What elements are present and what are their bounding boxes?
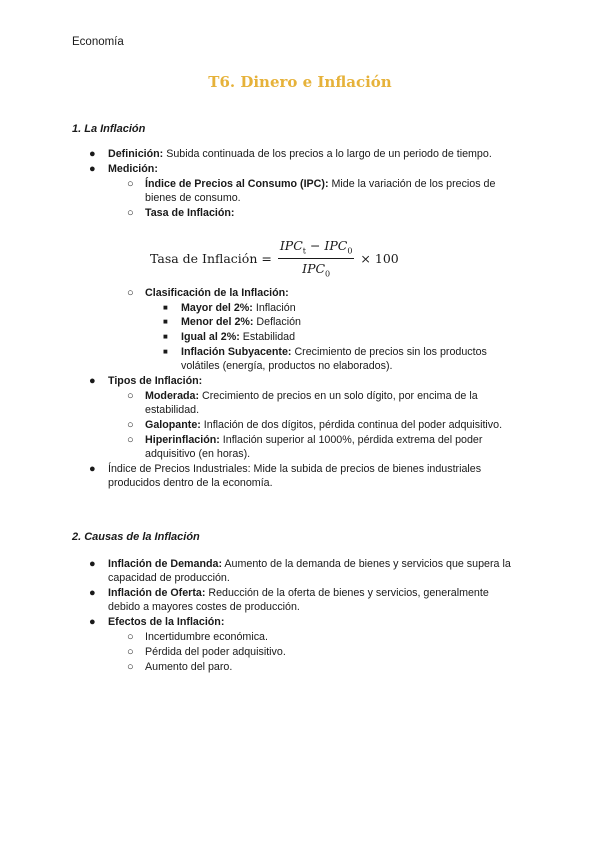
efectos-item: Efectos de la Inflación:	[108, 616, 225, 628]
square-bullet-icon: ■	[163, 347, 168, 356]
ipc-item-cont: bienes de consumo.	[145, 192, 241, 204]
formula-times: × 100	[360, 250, 399, 266]
tipos-item: Tipos de Inflación:	[108, 375, 203, 387]
menor-item: Menor del 2%: Deflación	[181, 316, 301, 328]
bullet-icon: ●	[89, 463, 96, 475]
page-header: Economía	[72, 36, 124, 48]
ipi-item-cont: producidos dentro de la economía.	[108, 477, 273, 489]
inflation-formula	[150, 238, 399, 278]
clasificacion-item: Clasificación de la Inflación:	[145, 287, 289, 299]
circle-bullet-icon: ○	[127, 287, 134, 299]
ipi-item: Índice de Precios Industriales: Mide la subida de precios de bienes industriales	[108, 463, 482, 475]
galopante-item: Galopante: Inflación de dos dígitos, pérdida continua del poder adquisitivo.	[145, 419, 503, 431]
circle-bullet-icon: ○	[127, 419, 134, 431]
subyacente-item: Inflación Subyacente: Crecimiento de precios sin los productos	[181, 346, 487, 358]
medicion-item: Medición:	[108, 163, 158, 175]
demanda-item-cont: capacidad de producción.	[108, 572, 230, 584]
bullet-icon: ●	[89, 163, 96, 175]
oferta-item: Inflación de Oferta: Reducción de la oferta de bienes y servicios, generalmente	[108, 587, 489, 599]
circle-bullet-icon: ○	[127, 434, 134, 446]
document-title: T6. Dinero e Inflación	[208, 73, 392, 91]
bullet-icon: ●	[89, 616, 96, 628]
square-bullet-icon: ■	[163, 303, 168, 312]
circle-bullet-icon: ○	[127, 646, 134, 658]
circle-bullet-icon: ○	[127, 207, 134, 219]
efecto-1: Incertidumbre económica.	[145, 631, 268, 643]
formula-numerator: $IPC_t - IPC_0$	[278, 238, 355, 259]
ipc-item: Índice de Precios al Consumo (IPC): Mide la variación de los precios de	[145, 178, 496, 190]
moderada-item: Moderada: Crecimiento de precios en un solo dígito, por encima de la	[145, 390, 478, 402]
circle-bullet-icon: ○	[127, 661, 134, 673]
bullet-icon: ●	[89, 375, 96, 387]
tasa-item: Tasa de Inflación:	[145, 207, 235, 219]
moderada-item-cont: estabilidad.	[145, 404, 200, 416]
square-bullet-icon: ■	[163, 332, 168, 341]
circle-bullet-icon: ○	[127, 178, 134, 190]
subyacente-item-cont: volátiles (energía, productos no elaborados).	[181, 360, 393, 372]
formula-fraction	[278, 238, 355, 278]
section-2-heading: 2. Causas de la Inflación	[72, 531, 200, 543]
bullet-icon: ●	[89, 558, 96, 570]
mayor-item: Mayor del 2%: Inflación	[181, 302, 296, 314]
square-bullet-icon: ■	[163, 317, 168, 326]
hiper-item: Hiperinflación: Inflación superior al 1000%, pérdida extrema del poder	[145, 434, 483, 446]
circle-bullet-icon: ○	[127, 390, 134, 402]
hiper-item-cont: adquisitivo (en horas).	[145, 448, 251, 460]
formula-lhs: Tasa de Inflación =	[150, 250, 272, 266]
formula-denominator: $IPC_0$	[302, 260, 331, 278]
demanda-item: Inflación de Demanda: Aumento de la demanda de bienes y servicios que supera la	[108, 558, 511, 570]
efecto-3: Aumento del paro.	[145, 661, 233, 673]
circle-bullet-icon: ○	[127, 631, 134, 643]
bullet-icon: ●	[89, 148, 96, 160]
bullet-icon: ●	[89, 587, 96, 599]
efecto-2: Pérdida del poder adquisitivo.	[145, 646, 286, 658]
oferta-item-cont: debido a mayores costes de producción.	[108, 601, 300, 613]
igual-item: Igual al 2%: Estabilidad	[181, 331, 296, 343]
definicion-item: Definición: Subida continuada de los precios a lo largo de un periodo de tiempo.	[108, 148, 492, 160]
section-1-heading: 1. La Inflación	[72, 123, 146, 135]
